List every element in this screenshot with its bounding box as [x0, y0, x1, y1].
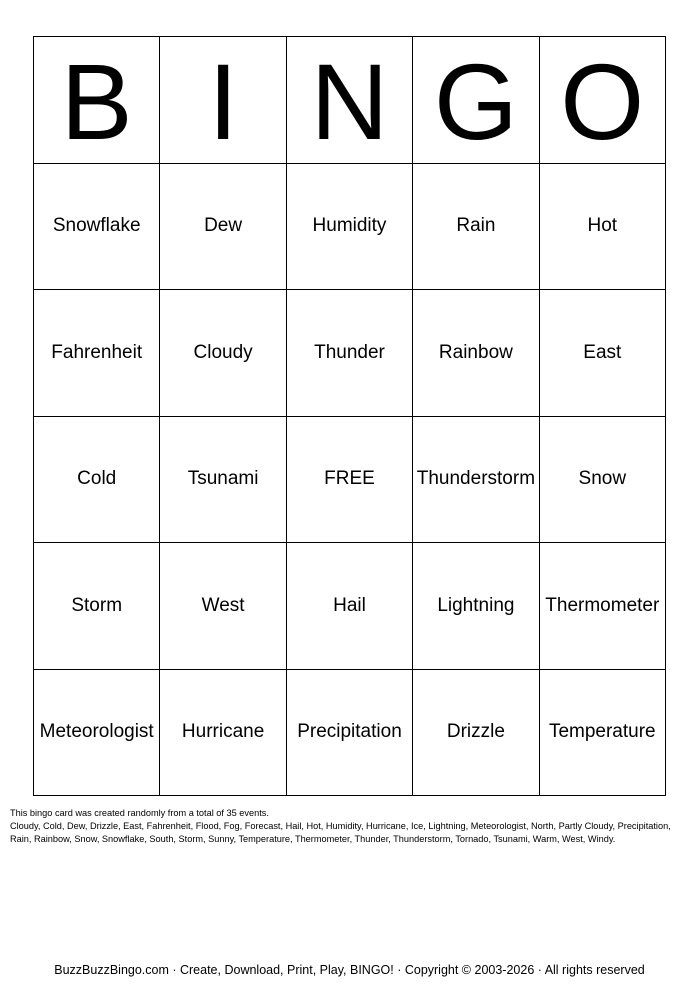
card-info-event-list: Cloudy, Cold, Dew, Drizzle, East, Fahrenheit, Flood, Fog, Forecast, Hail, Hot, Humidity, Hurricane, Ice, Lightning, Meteorologist, North, Partly Cloudy, Precipitation, Rain, Rainbow, Snow, Snowflake, South, Storm, Sunny, Temperature, Thermometer, Thunder, Thunderstorm, Tornado, Tsunami, Warm, West, Windy.	[10, 821, 671, 844]
bingo-cell: Meteorologist	[34, 670, 160, 797]
card-info-note	[10, 807, 694, 846]
bingo-cell: Drizzle	[413, 670, 539, 797]
bingo-cell: Thunderstorm	[413, 417, 539, 544]
bingo-cell: West	[160, 543, 286, 670]
bingo-cell: Snow	[540, 417, 666, 544]
bingo-cell: Rain	[413, 164, 539, 291]
bingo-cell: Lightning	[413, 543, 539, 670]
bingo-cell: Hail	[287, 543, 413, 670]
bingo-cell: Snowflake	[34, 164, 160, 291]
bingo-cell: Dew	[160, 164, 286, 291]
bingo-card	[33, 36, 666, 796]
bingo-cell: Hot	[540, 164, 666, 291]
bingo-cell: Fahrenheit	[34, 290, 160, 417]
bingo-cell: Storm	[34, 543, 160, 670]
bingo-cell: Cloudy	[160, 290, 286, 417]
bingo-cell: Temperature	[540, 670, 666, 797]
bingo-cell: Precipitation	[287, 670, 413, 797]
bingo-cell: Thermometer	[540, 543, 666, 670]
header-letter-n: N	[287, 37, 413, 164]
bingo-cell: Humidity	[287, 164, 413, 291]
bingo-cell: Thunder	[287, 290, 413, 417]
header-letter-i: I	[160, 37, 286, 164]
header-letter-b: B	[34, 37, 160, 164]
card-info-intro: This bingo card was created randomly from a total of 35 events.	[10, 808, 269, 818]
bingo-cell: East	[540, 290, 666, 417]
bingo-cell: Tsunami	[160, 417, 286, 544]
page-footer: BuzzBuzzBingo.com · Create, Download, Print, Play, BINGO! · Copyright © 2003-2026 · All rights reserved	[54, 963, 645, 977]
bingo-cell: Cold	[34, 417, 160, 544]
bingo-cell: Rainbow	[413, 290, 539, 417]
header-letter-g: G	[413, 37, 539, 164]
header-letter-o: O	[540, 37, 666, 164]
bingo-cell: Hurricane	[160, 670, 286, 797]
free-space-cell: FREE	[287, 417, 413, 544]
